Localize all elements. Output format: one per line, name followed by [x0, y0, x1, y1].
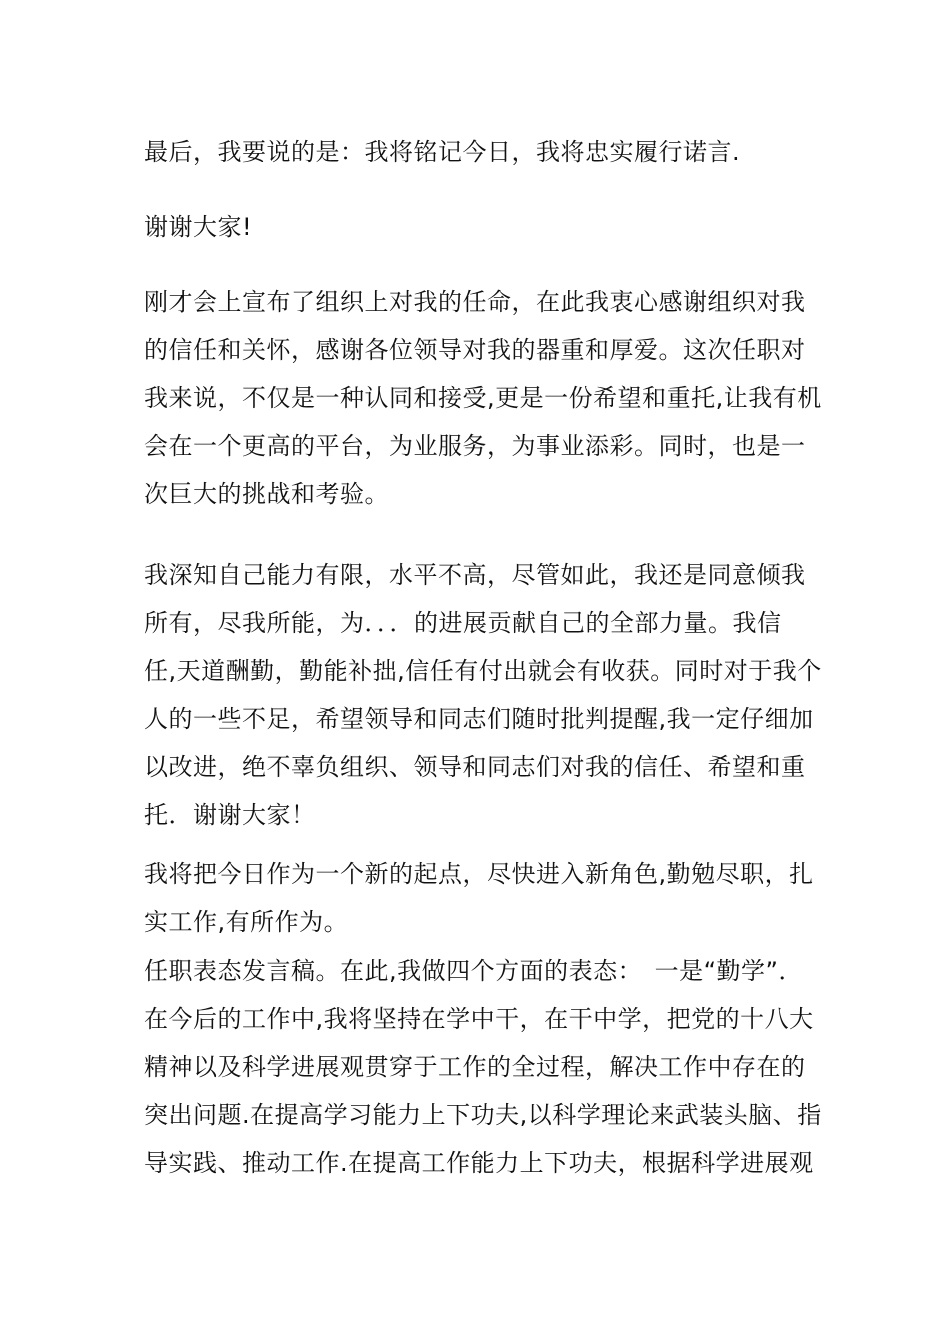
text-line: 刚才会上宣布了组织上对我的任命，在此我衷心感谢组织对我: [144, 288, 806, 316]
thanks-paragraph: [144, 203, 808, 251]
text-line: 突出问题.在提高学习能力上下功夫,以科学理论来武装头脑、指: [144, 1101, 822, 1129]
text-line: 我深知自己能力有限，水平不高，尽管如此，我还是同意倾我: [144, 561, 806, 589]
text-line: 实工作,有所作为。: [144, 908, 349, 936]
text-line: 任,天道酬勤，勤能补拙,信任有付出就会有收获。同时对于我个: [144, 657, 822, 685]
text-line: 谢谢大家!: [144, 213, 253, 241]
text-line: 任职表态发言稿。在此,我做四个方面的表态： 一是“勤学”．: [144, 957, 803, 985]
appointment-gratitude-paragraph: [144, 278, 822, 518]
text-line: 的信任和关怀，感谢各位领导对我的器重和厚爱。这次任职对: [144, 336, 806, 364]
text-line: 次巨大的挑战和考验。: [144, 480, 389, 508]
text-line: 最后，我要说的是：我将铭记今日，我将忠实履行诺言.: [144, 138, 741, 166]
new-start-paragraph: [144, 850, 814, 946]
text-line: 我将把今日作为一个新的起点，尽快进入新角色,勤勉尽职，扎: [144, 860, 814, 888]
text-line: 导实践、推动工作.在提高工作能力上下功夫，根据科学进展观: [144, 1149, 814, 1177]
text-line: 在今后的工作中,我将坚持在学中干，在干中学，把党的十八大: [144, 1005, 814, 1033]
text-line: 会在一个更高的平台，为业服务，为事业添彩。同时，也是一: [144, 432, 806, 460]
text-line: 人的一些不足，希望领导和同志们随时批判提醒,我一定仔细加: [144, 705, 814, 733]
text-line: 我来说，不仅是一种认同和接受,更是一份希望和重托,让我有机: [144, 384, 822, 412]
text-line: 所有，尽我所能，为．．．的进展贡献自己的全部力量。我信: [144, 609, 782, 637]
text-line: 以改进，绝不辜负组织、领导和同志们对我的信任、希望和重: [144, 753, 806, 781]
four-pledges-paragraph: [144, 947, 822, 1187]
text-line: 精神以及科学进展观贯穿于工作的全过程，解决工作中存在的: [144, 1053, 806, 1081]
commitment-paragraph: [144, 551, 822, 839]
closing-statement-paragraph: [144, 128, 808, 176]
text-line: 托．谢谢大家！: [144, 801, 316, 829]
